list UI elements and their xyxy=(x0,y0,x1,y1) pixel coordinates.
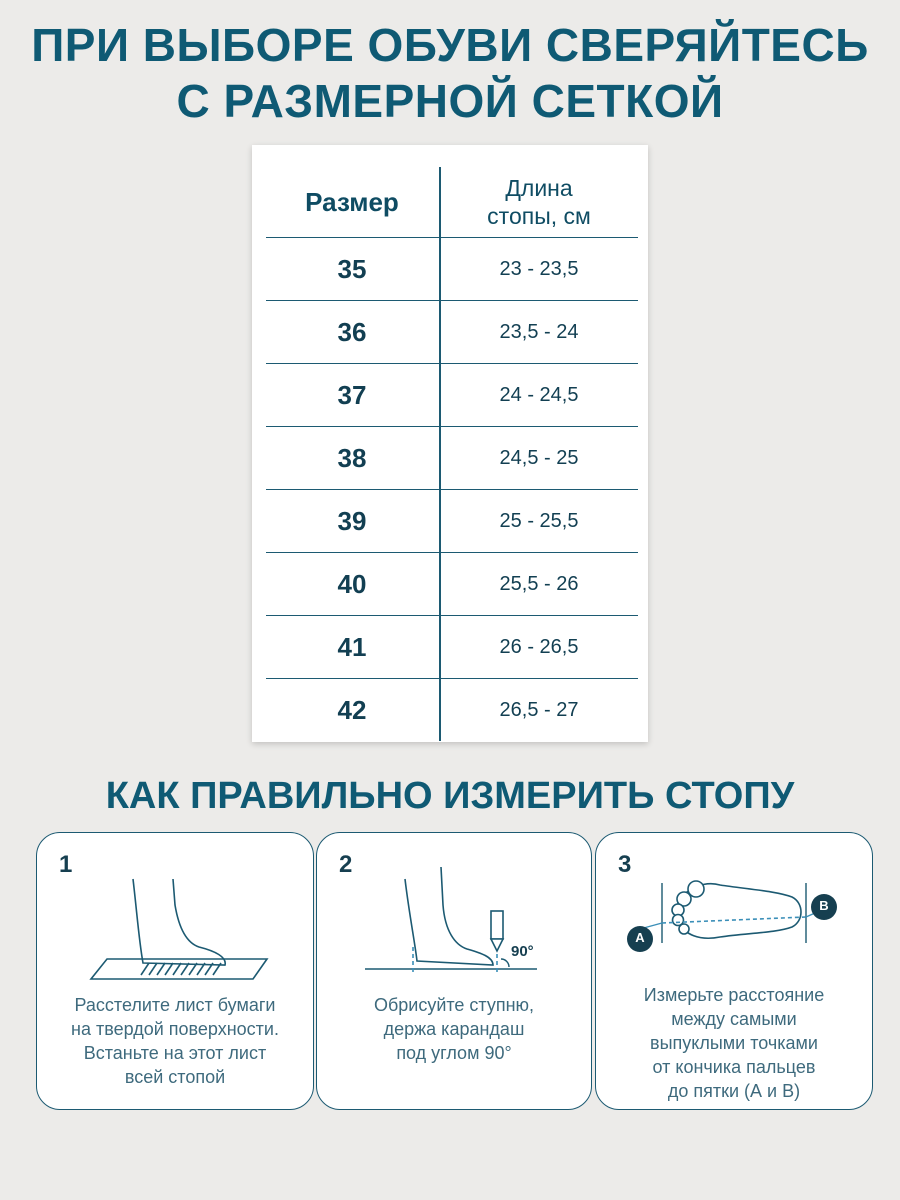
size-cell: 37 xyxy=(337,379,367,410)
header-size: Размер xyxy=(305,186,399,217)
size-cell: 35 xyxy=(337,253,367,284)
step-description: Обрисуйте ступню, держа карандаш под углом 90° xyxy=(373,995,535,1063)
table-header xyxy=(266,167,638,237)
size-cell: 40 xyxy=(337,568,367,599)
step-number: 2 xyxy=(339,851,353,878)
table-row xyxy=(266,489,638,552)
trace-foot-pencil-icon xyxy=(317,863,591,988)
table-row xyxy=(266,237,638,300)
length-cell: 26,5 - 27 xyxy=(499,698,579,721)
length-cell: 24,5 - 25 xyxy=(499,446,579,469)
step-description: Расстелите лист бумаги на твердой поверхности. Встаньте на этот лист всей стопой xyxy=(71,995,279,1087)
foot-on-paper-icon xyxy=(37,863,313,988)
table-row xyxy=(266,678,638,741)
step-description: Измерьте расстояние между самыми выпуклыми точками от кончика пальцев до пятки (А и В) xyxy=(643,985,825,1101)
table-row xyxy=(266,300,638,363)
point-b-label: B xyxy=(819,898,829,913)
table-row xyxy=(266,363,638,426)
length-cell: 24 - 24,5 xyxy=(499,383,579,406)
length-cell: 26 - 26,5 xyxy=(499,635,579,658)
step-card-1 xyxy=(36,832,314,1110)
page-title-line2: С РАЗМЕРНОЙ СЕТКОЙ xyxy=(176,75,724,127)
step-card-2 xyxy=(316,832,592,1110)
length-cell: 25,5 - 26 xyxy=(499,572,579,595)
header-length: Длина стопы, см xyxy=(487,175,591,229)
size-cell: 41 xyxy=(337,631,367,662)
length-cell: 23 - 23,5 xyxy=(499,257,579,280)
table-row xyxy=(266,552,638,615)
table-row xyxy=(266,426,638,489)
step-card-3 xyxy=(595,832,873,1110)
foot-measure-icon xyxy=(596,863,872,963)
table-body xyxy=(266,237,638,741)
size-cell: 42 xyxy=(337,694,367,725)
size-table xyxy=(252,145,648,742)
length-cell: 23,5 - 24 xyxy=(499,320,579,343)
length-cell: 25 - 25,5 xyxy=(499,509,579,532)
point-a-label: A xyxy=(635,930,645,945)
size-cell: 36 xyxy=(337,316,367,347)
table-row xyxy=(266,615,638,678)
size-cell: 38 xyxy=(337,442,367,473)
size-cell: 39 xyxy=(337,505,367,536)
step-number: 3 xyxy=(618,851,632,878)
measure-title: КАК ПРАВИЛЬНО ИЗМЕРИТЬ СТОПУ xyxy=(105,775,795,817)
page-title-line1: ПРИ ВЫБОРЕ ОБУВИ СВЕРЯЙТЕСЬ xyxy=(31,19,869,71)
angle-label: 90° xyxy=(511,943,534,960)
step-number: 1 xyxy=(59,851,73,878)
